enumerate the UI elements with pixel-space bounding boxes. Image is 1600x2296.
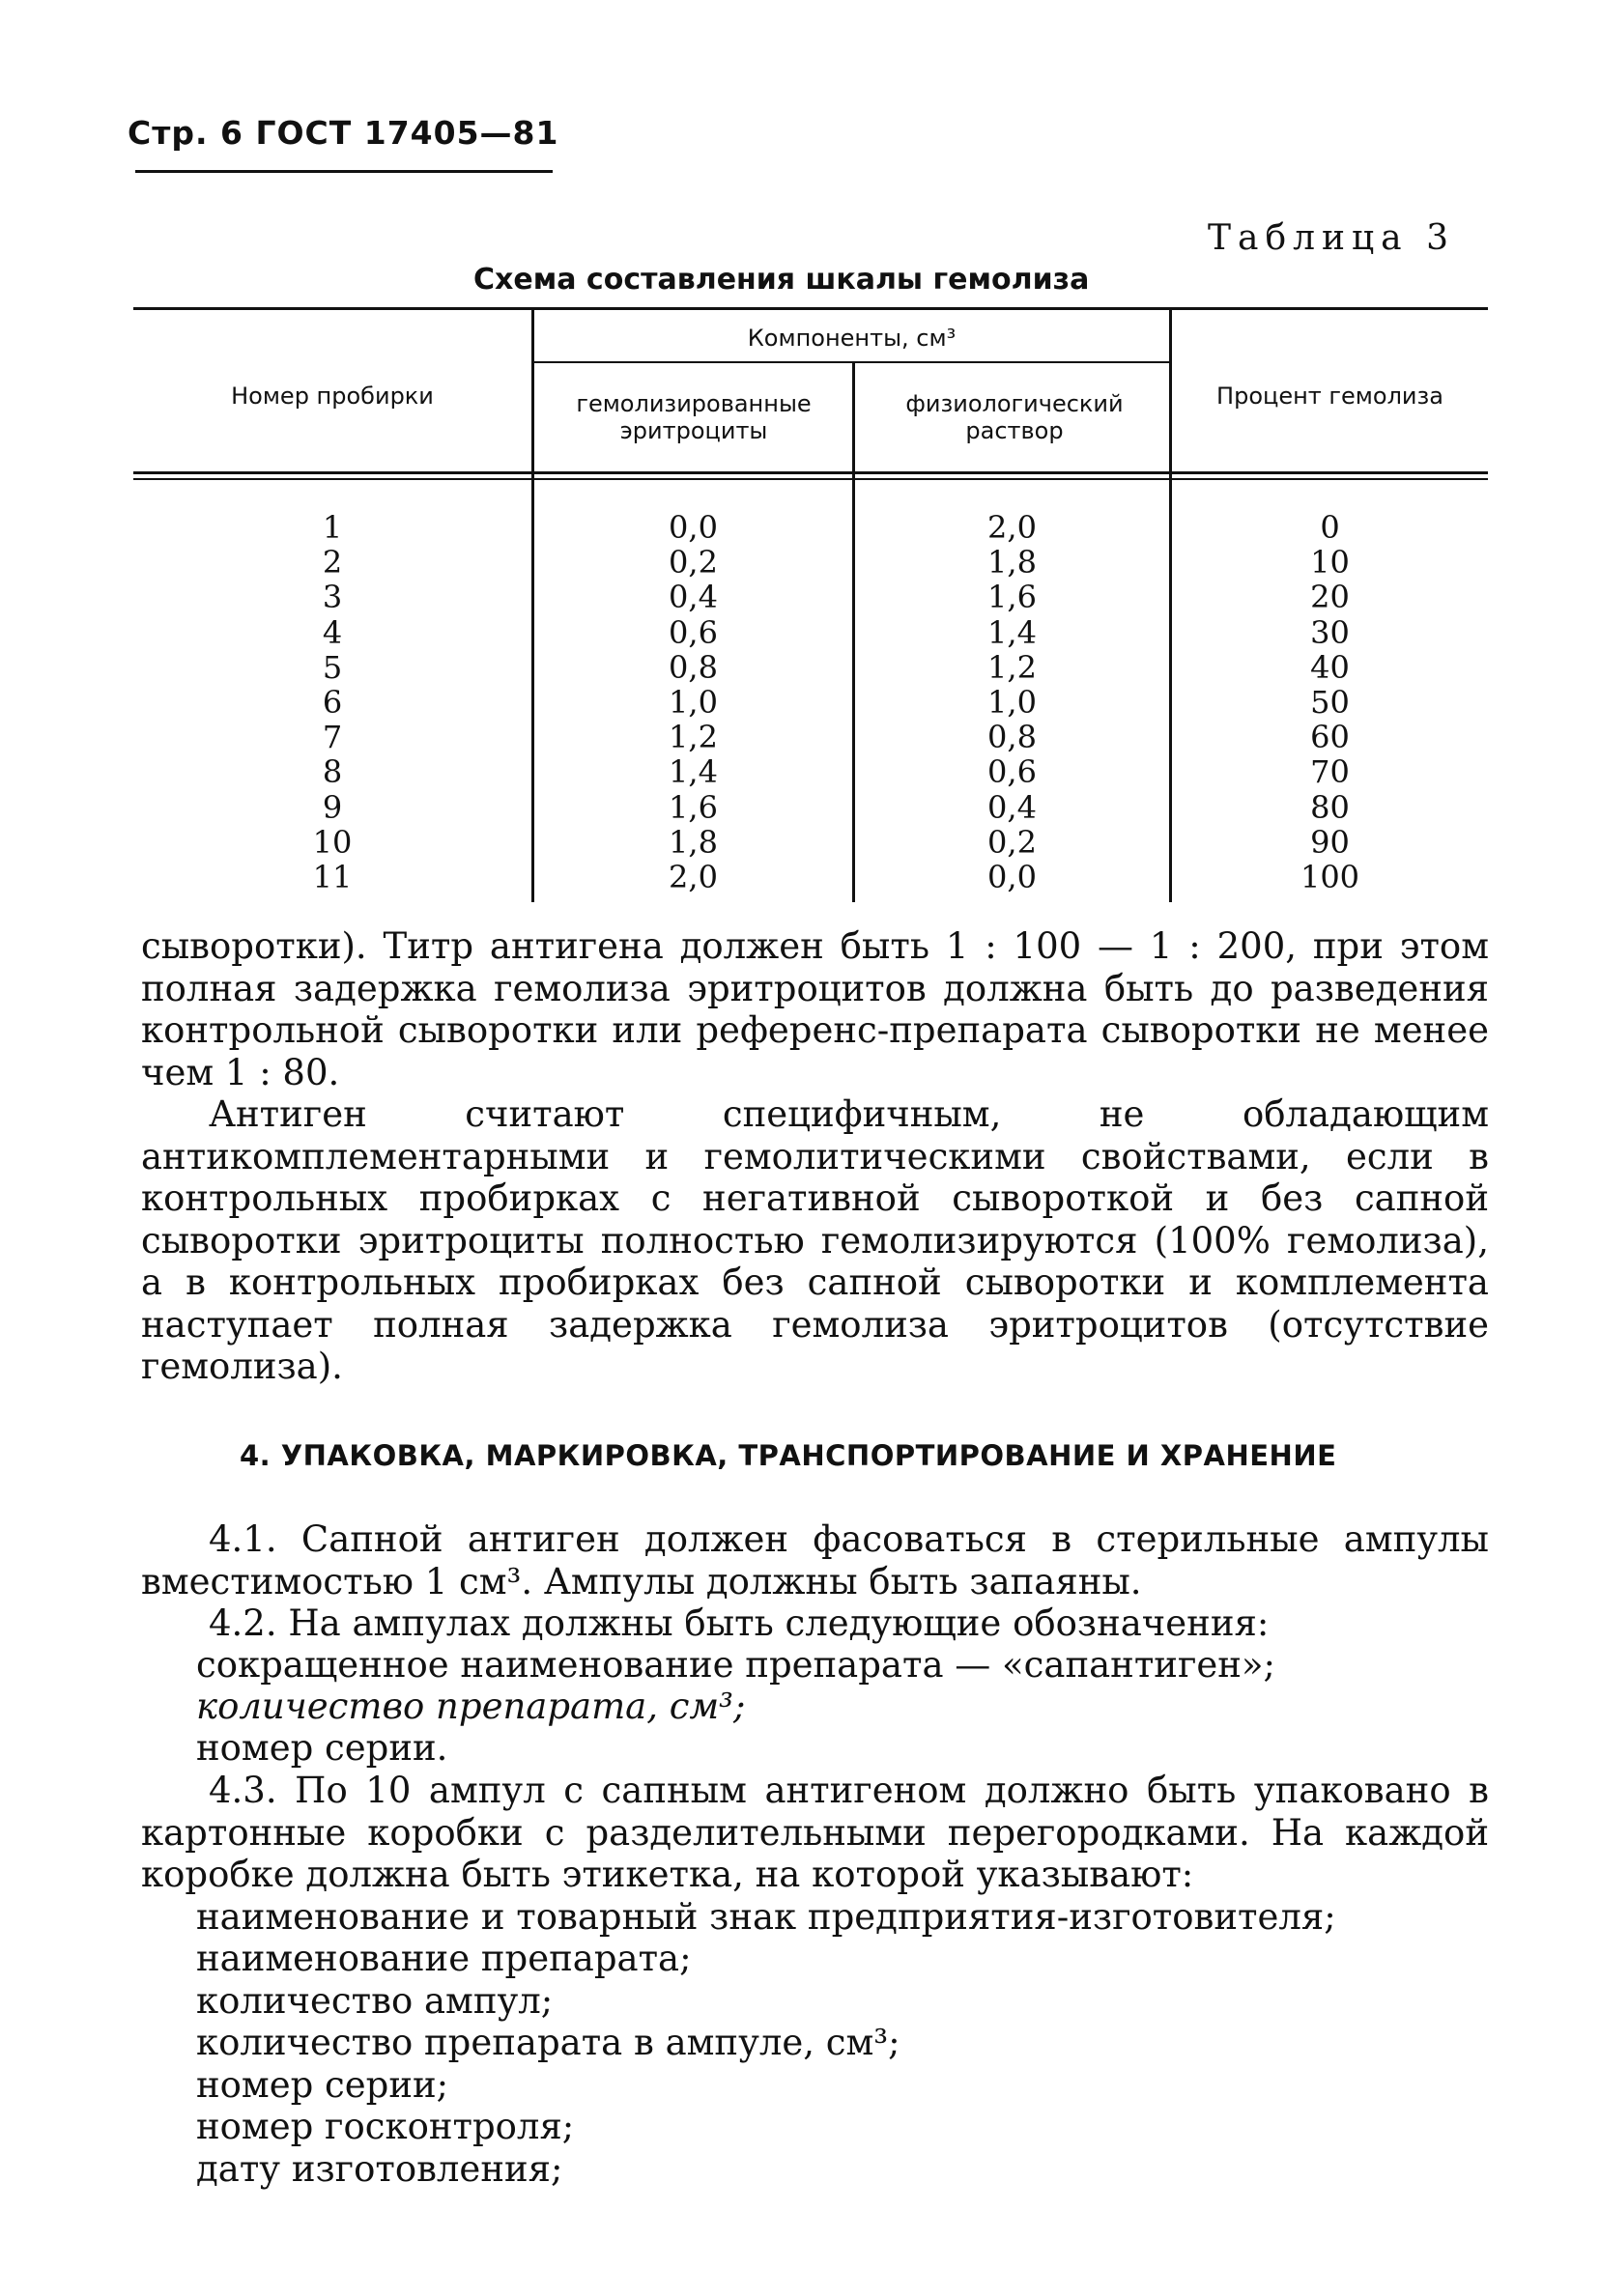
- table-cell-saline: 1,8: [987, 544, 1037, 581]
- table-cell-saline: 1,6: [987, 579, 1037, 616]
- table-cell-saline: 1,0: [987, 683, 1037, 721]
- clause-4-3-item: наименование и товарный знак предприятия-изготовителя;: [196, 1896, 1336, 1938]
- table-cell-saline: 1,4: [987, 613, 1037, 651]
- header-erythrocytes: гемолизированные эритроциты: [576, 390, 812, 444]
- table-cell-tube: 5: [322, 648, 343, 686]
- clause-4-3-item: количество ампул;: [196, 1980, 554, 2022]
- clause-4-3-item: дату изготовления;: [196, 2148, 563, 2190]
- table-cell-pct: 40: [1310, 648, 1350, 686]
- table-cell-pct: 100: [1300, 858, 1360, 895]
- clause-4-2-item: сокращенное наименование препарата — «сапантиген»;: [196, 1644, 1276, 1686]
- table-cell-ery: 1,4: [669, 753, 718, 791]
- table-cell-ery: 0,0: [669, 509, 718, 546]
- table-cell-pct: 90: [1310, 823, 1350, 861]
- table-cell-ery: 1,8: [669, 823, 718, 861]
- table-cell-saline: 0,2: [987, 823, 1037, 861]
- clause-4-1: 4.1. Сапной антиген должен фасоваться в стерильные ампулы вместимостью 1 см³. Ампулы должны быть запаяны.: [141, 1518, 1489, 1602]
- hemolysis-scale-table: [133, 307, 1488, 904]
- table-cell-saline: 1,2: [987, 648, 1037, 686]
- table-cell-saline: 2,0: [987, 509, 1037, 546]
- table-cell-tube: 10: [312, 823, 353, 861]
- table-cell-pct: 20: [1310, 579, 1350, 616]
- paragraph-titer: сыворотки). Титр антигена должен быть 1 : 100 — 1 : 200, при этом полная задержка гемолиза эритроцитов должна быть до разведения контрольной сыворотки или референс-препарата сыворотки не менее чем 1 : 80.: [141, 925, 1489, 1093]
- header-rule: [135, 170, 553, 173]
- clause-4-2: 4.2. На ампулах должны быть следующие обозначения:: [209, 1602, 1270, 1644]
- table-cell-pct: 70: [1310, 753, 1350, 791]
- components-rule: [533, 361, 1169, 363]
- table-cell-ery: 0,2: [669, 544, 718, 581]
- header-tube-number: Номер пробирки: [231, 383, 434, 410]
- header-components: Компоненты, см³: [747, 325, 957, 352]
- table-cell-tube: 6: [322, 683, 343, 721]
- table-cell-tube: 7: [322, 719, 343, 756]
- table-cell-saline: 0,8: [987, 719, 1037, 756]
- table-cell-ery: 0,8: [669, 648, 718, 686]
- table-top-rule: [133, 307, 1488, 310]
- table-cell-tube: 9: [322, 788, 343, 826]
- table-cell-saline: 0,0: [987, 858, 1037, 895]
- table-cell-ery: 1,2: [669, 719, 718, 756]
- header-saline: физиологический раствор: [905, 390, 1124, 444]
- table-label: Таблица 3: [1208, 218, 1455, 258]
- table-cell-tube: 4: [322, 613, 343, 651]
- table-cell-pct: 30: [1310, 613, 1350, 651]
- table-cell-pct: 10: [1310, 544, 1350, 581]
- table-cell-ery: 0,4: [669, 579, 718, 616]
- header-bottom-rule-2: [133, 478, 1488, 480]
- paragraph-specificity: Антиген считают специфичным, не обладающим антикомплементарными и гемолитическими свойствами, если в контрольных пробирках с негативной сывороткой и без сапной сыворотки эритроциты полностью гемолизируются (100% гемолиза), а в контрольных пробирках без сапной сыворотки и комплемента наступает полная задержка гемолиза эритроцитов (отсутствие гемолиза).: [141, 1093, 1489, 1387]
- clause-4-3-item: номер серии;: [196, 2064, 449, 2106]
- header-bottom-rule: [133, 471, 1488, 474]
- table-title: Схема составления шкалы гемолиза: [473, 263, 1090, 297]
- table-cell-ery: 1,6: [669, 788, 718, 826]
- header-hemolysis-percent: Процент гемолиза: [1216, 383, 1443, 410]
- table-cell-ery: 2,0: [669, 858, 718, 895]
- table-cell-tube: 11: [312, 858, 353, 895]
- section-heading-4: 4. УПАКОВКА, МАРКИРОВКА, ТРАНСПОРТИРОВАНИЕ И ХРАНЕНИЕ: [240, 1439, 1337, 1472]
- column-tube-number: [133, 510, 531, 894]
- table-cell-tube: 3: [322, 579, 343, 616]
- table-cell-ery: 0,6: [669, 613, 718, 651]
- clause-4-3-item: количество препарата в ампуле, см³;: [196, 2022, 900, 2063]
- page-header: Стр. 6 ГОСТ 17405—81: [128, 114, 559, 152]
- column-erythrocytes: [534, 510, 852, 894]
- clause-4-3-item: наименование препарата;: [196, 1938, 692, 1979]
- table-cell-tube: 8: [322, 753, 343, 791]
- table-cell-saline: 0,4: [987, 788, 1037, 826]
- table-cell-pct: 50: [1310, 683, 1350, 721]
- table-cell-saline: 0,6: [987, 753, 1037, 791]
- clause-4-3-item: номер госконтроля;: [196, 2106, 575, 2147]
- table-cell-tube: 1: [322, 509, 343, 546]
- table-cell-tube: 2: [322, 544, 343, 581]
- column-saline: [855, 510, 1169, 894]
- table-cell-ery: 1,0: [669, 683, 718, 721]
- clause-4-2-item: количество препарата, см³;: [196, 1686, 746, 1727]
- table-cell-pct: 60: [1310, 719, 1350, 756]
- table-cell-pct: 0: [1320, 509, 1340, 546]
- clause-4-2-item: номер серии.: [196, 1727, 448, 1769]
- table-cell-pct: 80: [1310, 788, 1350, 826]
- clause-4-3: 4.3. По 10 ампул с сапным антигеном должно быть упаковано в картонные коробки с разделительными перегородками. На каждой коробке должна быть этикетка, на которой указывают:: [141, 1770, 1489, 1895]
- column-hemolysis-percent: [1172, 510, 1488, 894]
